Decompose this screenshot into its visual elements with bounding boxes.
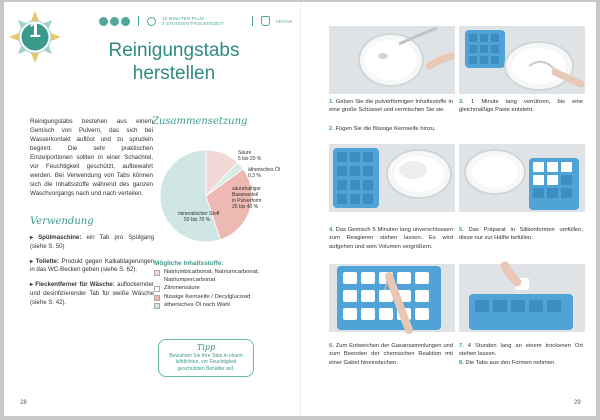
slice-label-mineral: mineralischer Stoff: [178, 211, 220, 217]
step-caption-2: [329, 125, 453, 133]
slice-label-base: in Pulverform: [232, 198, 262, 204]
time-info: [162, 16, 224, 27]
step-text: Zum Entweichen der Gasansammlungen und zum Beenden der chemischen Reaktion mit einer Gabel hineinstechen.: [329, 343, 453, 366]
left-page: [4, 2, 300, 416]
step-caption-1: [329, 98, 453, 115]
step-caption-5: [459, 226, 583, 243]
step-caption-6: [329, 342, 453, 367]
step-caption-8: [459, 359, 583, 367]
intro-text: Reinigungstabs bestehen aus einem Gemisch von Pulvern, das sich bei Wasserkontakt auflöst und zu sprudeln beginnt. Die sehr praktischen Einzelportionen sollten in einer Schachtel, vor Feuchtigkeit geschützt, aufbewahrt werden. Bei Verwendung von Tabs können sich die Inhaltsstoffe während des ganzen Waschvorgangs nach und nach verteilen.: [30, 118, 153, 197]
ingredient-text: flüssige Kernseife / Decylglucosid: [164, 293, 251, 300]
step-number: 8.: [459, 360, 464, 366]
tip-text: Bewahren Sie Ihre Tabs in einem luftdichten, vor Feuchtigkeit geschützten Behälter auf.: [169, 353, 243, 372]
step-photo-5: [329, 264, 455, 332]
right-page: [300, 2, 596, 416]
color-swatch: [154, 270, 160, 276]
divider: [252, 16, 253, 26]
usage-item-title: Spülmaschine:: [38, 234, 82, 241]
tip-title: Tipp: [196, 343, 216, 352]
step-text: Die Tabs aus den Formen nehmen.: [465, 360, 556, 366]
ingredient-item: [154, 294, 284, 302]
usage-item-text: Produkt gegen Kalkablagerungen in das WC-Becken geben (siehe S. 62).: [30, 257, 154, 274]
slice-range-acid: 5 bis 20 %: [238, 156, 262, 162]
slice-range-base: 25 bis 40 %: [232, 204, 259, 210]
usage-list: [30, 234, 154, 314]
chapter-number: 1: [29, 19, 41, 42]
step-caption-4: [329, 226, 453, 251]
composition-pie-chart: [144, 132, 280, 260]
step-number: 3.: [459, 99, 464, 105]
color-swatch: [154, 295, 160, 301]
difficulty-indicator: [99, 17, 130, 26]
ingredient-text: Natriumbicarbonat, Natriumcarbonat, Natriumpercarbonat: [164, 269, 260, 283]
step-caption-7: [459, 342, 583, 359]
slice-label-acid: Säure: [238, 150, 252, 156]
slice-label-base: säurehaltiger: [232, 186, 261, 192]
step-number: 6.: [329, 343, 334, 349]
tip-box: [158, 339, 254, 377]
divider: [138, 16, 139, 26]
page-number-left: 28: [20, 400, 27, 406]
time-line-2: 4 STUNDEN TROCKENZEIT: [162, 21, 224, 27]
recipe-meta: [99, 16, 292, 27]
ingredients-list: [154, 269, 284, 311]
step-caption-3: [459, 98, 583, 115]
slice-range-oil: 0,3 %: [248, 173, 261, 179]
difficulty-dot: [121, 17, 130, 26]
step-text: 4 Stunden lang an einem trockenen Ort stehen lassen.: [459, 343, 583, 358]
page-title: Reinigungstabs herstellen: [108, 40, 240, 84]
step-text: Das Präparat in Silikonformen umfüllen, diese nur zur Hälfte befüllen.: [459, 227, 583, 242]
step-text: Das Gemisch 5 Minuten lang unverschlossen zum Reagieren stehen lassen. Es wird aufgehen und sein Volumen vergrößern.: [329, 227, 453, 250]
ingredient-item: [154, 285, 284, 293]
color-swatch: [154, 303, 160, 309]
ingredient-item: [154, 269, 284, 284]
ingredient-text: ätherisches Öl nach Wahl: [164, 302, 230, 309]
difficulty-dot: [99, 17, 108, 26]
usage-item-title: Fleckentferner für Wäsche:: [35, 281, 115, 289]
time-line-1: 15 MINUTEN PLUS: [162, 16, 205, 21]
jar-icon: [261, 16, 270, 26]
clock-icon: [147, 17, 156, 26]
slice-label-base: Basenanteil: [232, 192, 259, 198]
ingredient-item: [154, 302, 284, 310]
color-swatch: [154, 286, 160, 292]
usage-heading: Verwendung: [30, 216, 94, 227]
step-photo-4: [459, 144, 585, 212]
step-photo-6: [459, 264, 585, 332]
step-photo-2: [459, 26, 585, 94]
step-text: Geben Sie die pulverförmigen Inhaltsstoffe in eine große Schüssel und vermischen Sie sie.: [329, 99, 453, 114]
usage-item: ▸ Toilette: Produkt gegen Kalkablagerungen in das WC-Becken geben (siehe S. 62).: [30, 257, 154, 274]
slice-range-mineral: 50 bis 70 %: [184, 217, 211, 223]
page-number-right: 29: [574, 400, 581, 406]
step-text: Fügen Sie die flüssige Kernseife hinzu.: [335, 126, 436, 132]
slice-label-oil: ätherisches Öl: [248, 167, 280, 173]
composition-heading: Zusammensetzung: [152, 116, 248, 127]
step-number: 1.: [329, 99, 334, 105]
step-photo-1: [329, 26, 455, 94]
usage-item: ▸ Spülmaschine: ein Tab pro Spülgang (siehe S. 50): [30, 234, 154, 250]
usage-item-text: auflockernder und desinfizierender Tab für weiße Wäsche (siehe S. 42).: [30, 281, 154, 306]
ingredients-heading: Mögliche Inhaltsstoffe:: [154, 260, 224, 267]
step-number: 5.: [459, 227, 464, 233]
step-number: 7.: [459, 343, 464, 349]
vegan-label: VEGAN: [275, 18, 293, 24]
usage-item: ▸ Fleckentferner für Wäsche: auflockernder und desinfizierender Tab für weiße Wäsche (siehe S. 42).: [30, 281, 154, 306]
ingredient-text: Zitronensäure: [164, 285, 200, 292]
step-number: 2.: [329, 126, 334, 132]
step-photo-3: [329, 144, 455, 212]
step-number: 4.: [329, 227, 334, 233]
step-text: 1 Minute lang verrühren, bis eine gleichmäßige Paste entsteht.: [459, 99, 583, 114]
difficulty-dot: [110, 17, 119, 26]
usage-item-title: Toilette:: [35, 257, 59, 265]
usage-item-text: ein Tab pro Spülgang (siehe S. 50): [30, 234, 154, 250]
book-spread: [4, 2, 596, 416]
